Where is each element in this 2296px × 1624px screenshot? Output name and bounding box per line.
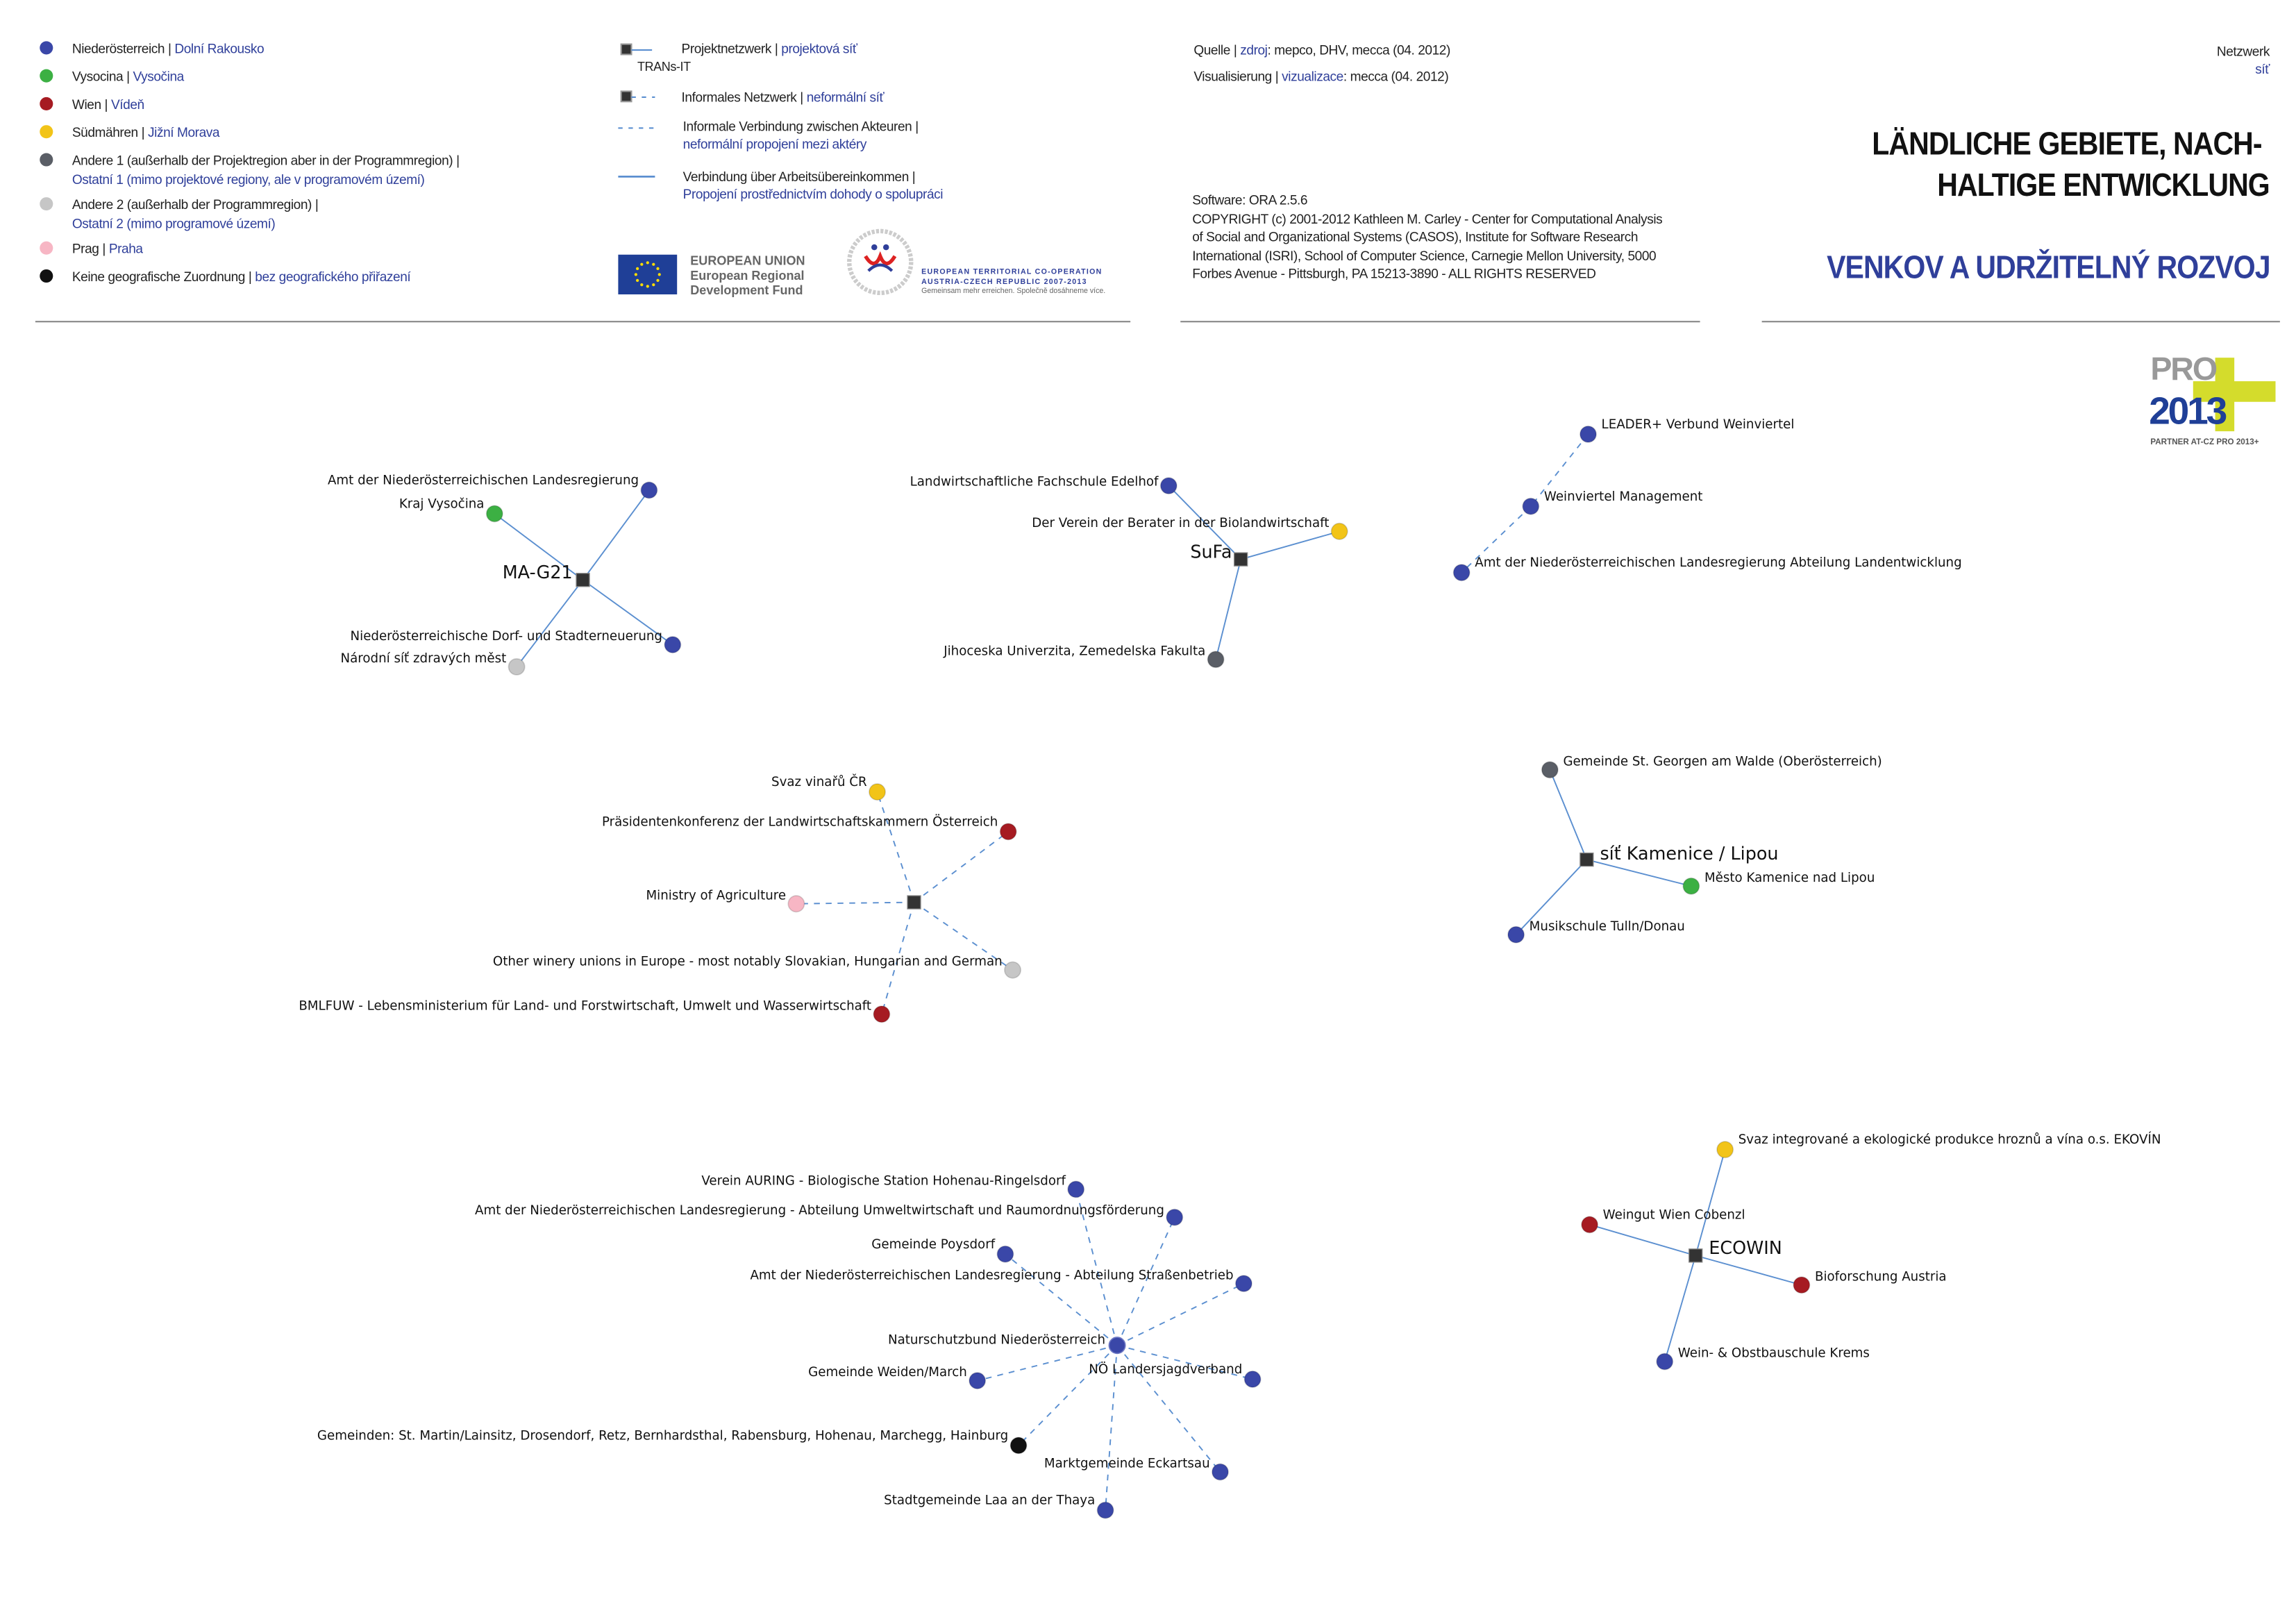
actor-node-label: Svaz vinařů ČR bbox=[771, 775, 867, 790]
section-label-cz: síť bbox=[2255, 62, 2270, 77]
actor-node bbox=[997, 1246, 1013, 1262]
actor-node-label: Landwirtschaftliche Fachschule Edelhof bbox=[910, 474, 1159, 489]
page-title-de-line2: HALTIGE ENTWICKLUNG bbox=[1937, 166, 2270, 203]
region-name-cz: Vysočina bbox=[133, 69, 184, 84]
source-credit: Quelle | zdroj: mepco, DHV, mecca (04. 2012) bbox=[1193, 42, 1450, 58]
network-edge bbox=[517, 580, 583, 667]
network-edge bbox=[878, 792, 914, 903]
software-version: Software: ORA 2.5.6 bbox=[1192, 192, 1308, 208]
actor-node-label: Präsidentenkonferenz der Landwirtschaftskammern Österreich bbox=[601, 814, 998, 830]
actor-node-label: Amt der Niederösterreichischen Landesregierung Abteilung Landentwicklung bbox=[1475, 555, 1962, 571]
hub-label: síť Kamenice / Lipou bbox=[1600, 843, 1779, 864]
actor-node bbox=[664, 637, 680, 653]
actor-node-label: Der Verein der Berater in der Biolandwirtschaft bbox=[1032, 515, 1330, 530]
actor-node bbox=[1207, 651, 1223, 667]
region-legend-item: Vysocina | Vysočina bbox=[72, 69, 184, 84]
network-edge bbox=[583, 490, 649, 580]
actor-node bbox=[1244, 1371, 1260, 1387]
pro-logo-text: PRO bbox=[2150, 350, 2217, 387]
network-edge bbox=[1216, 560, 1241, 660]
actor-node bbox=[1109, 1337, 1125, 1353]
actor-node bbox=[1508, 927, 1524, 943]
region-legend-item: Andere 2 (außerhalb der Programmregion) | Ostatní 2 (mimo programové území) bbox=[72, 197, 319, 231]
copyright-line: COPYRIGHT (c) 2001-2012 Kathleen M. Carley - Center for Computational Analysis bbox=[1192, 211, 1663, 226]
network-cluster bbox=[910, 475, 1348, 668]
actor-node bbox=[1010, 1437, 1026, 1453]
network-edge bbox=[914, 832, 1009, 903]
network-cluster bbox=[299, 774, 1021, 1022]
network-cluster bbox=[1582, 1132, 2161, 1369]
hub-node bbox=[576, 574, 589, 587]
actor-node bbox=[1683, 878, 1699, 894]
actor-node bbox=[869, 784, 885, 800]
actor-node-label: Weinviertel Management bbox=[1543, 489, 1703, 504]
region-name-de: Vysocina bbox=[72, 69, 124, 84]
eu-logo-line: EUROPEAN UNION bbox=[690, 253, 805, 268]
region-legend-item: Prag | Praha bbox=[72, 241, 143, 256]
etc-logo-tagline: Gemeinsam mehr erreichen. Společně dosáhneme více. bbox=[921, 287, 1106, 296]
actor-node-label: Musikschule Tulln/Donau bbox=[1529, 919, 1685, 934]
actor-node bbox=[1580, 426, 1596, 442]
actor-node-label: Other winery unions in Europe - most notably Slovakian, Hungarian and German bbox=[492, 954, 1003, 969]
network-edge bbox=[1241, 531, 1339, 559]
actor-node bbox=[1000, 823, 1016, 839]
network-edge bbox=[1695, 1255, 1802, 1284]
section-label-de: Netzwerk bbox=[2216, 44, 2270, 59]
actor-node bbox=[1657, 1353, 1673, 1369]
etc-logo-line: AUSTRIA-CZECH REPUBLIC 2007-2013 bbox=[921, 277, 1087, 287]
actor-node-label: Amt der Niederösterreichischen Landesregierung bbox=[327, 473, 639, 488]
actor-node bbox=[873, 1006, 889, 1022]
actor-node-label: Naturschutzbund Niederösterreich bbox=[887, 1332, 1106, 1348]
actor-node-label: Weingut Wien Cobenzl bbox=[1602, 1207, 1745, 1223]
region-name-cz: Ostatní 1 (mimo projektové regiony, ale v programovém území) bbox=[72, 172, 425, 187]
region-name-cz: Praha bbox=[108, 241, 143, 256]
actor-node bbox=[1454, 564, 1470, 580]
network-cluster bbox=[1508, 754, 1882, 942]
actor-node-label: Marktgemeinde Eckartsau bbox=[1044, 1456, 1210, 1471]
actor-node bbox=[1097, 1502, 1113, 1518]
copyright-line: Forbes Avenue - Pittsburgh, PA 15213-3890 - ALL RIGHTS RESERVED bbox=[1192, 267, 1596, 282]
actor-node bbox=[487, 505, 503, 521]
actor-node bbox=[1793, 1277, 1809, 1293]
actor-node-label: Verein AURING - Biologische Station Hohenau-Ringelsdorf bbox=[701, 1173, 1066, 1189]
legend-project-network: Projektnetzwerk | projektová síť bbox=[681, 41, 857, 56]
network-edge bbox=[1590, 1225, 1696, 1256]
actor-node-label: Gemeinde Poysdorf bbox=[871, 1237, 996, 1252]
region-legend-item: Wien | Vídeň bbox=[72, 97, 144, 112]
actor-node-label: Město Kamenice nad Lipou bbox=[1704, 870, 1875, 885]
legend-project-network-sample: TRANs-IT bbox=[637, 58, 691, 74]
region-name-cz: Dolní Rakousko bbox=[174, 41, 265, 56]
actor-node bbox=[1068, 1181, 1084, 1197]
hub-label: ECOWIN bbox=[1709, 1237, 1782, 1259]
network-edge bbox=[1117, 1284, 1243, 1346]
region-name-cz: Vídeň bbox=[110, 97, 144, 112]
visualisation-credit: Visualisierung | vizualizace: mecca (04. 2012) bbox=[1193, 69, 1449, 84]
legend-informal-network: Informales Netzwerk | neformální síť bbox=[681, 90, 885, 105]
actor-node bbox=[969, 1373, 985, 1389]
actor-node bbox=[508, 659, 524, 675]
region-name-cz: Ostatní 2 (mimo programové území) bbox=[72, 216, 276, 231]
actor-node-label: Wein- & Obstbauschule Krems bbox=[1677, 1346, 1870, 1361]
hub-node bbox=[1234, 553, 1248, 566]
actor-node-label: Gemeinde St. Georgen am Walde (Oberösterreich) bbox=[1563, 754, 1882, 769]
etc-logo-line: EUROPEAN TERRITORIAL CO-OPERATION bbox=[921, 267, 1103, 277]
region-legend-item: Niederösterreich | Dolní Rakousko bbox=[72, 41, 265, 56]
network-edge bbox=[1019, 1346, 1117, 1446]
region-name-de: Niederösterreich bbox=[72, 41, 165, 56]
actor-node-label: Bioforschung Austria bbox=[1814, 1269, 1947, 1284]
actor-node bbox=[1582, 1216, 1598, 1232]
actor-node bbox=[641, 482, 657, 498]
region-name-de: Südmähren bbox=[72, 125, 138, 140]
actor-node-label: Amt der Niederösterreichischen Landesregierung - Abteilung Umweltwirtschaft und Raumordnungsförderung bbox=[475, 1203, 1164, 1218]
actor-node bbox=[1523, 499, 1539, 514]
pro-logo-subtitle: PARTNER AT-CZ PRO 2013+ bbox=[2150, 438, 2259, 448]
network-cluster bbox=[317, 1174, 1261, 1518]
network-edge bbox=[1550, 770, 1586, 860]
actor-node bbox=[1005, 962, 1021, 978]
network-cluster bbox=[328, 473, 681, 675]
actor-node-label: Gemeinde Weiden/March bbox=[808, 1365, 967, 1380]
network-cluster bbox=[1454, 417, 1962, 580]
page-title-cz: VENKOV A UDRŽITELNÝ ROZVOJ bbox=[1826, 249, 2270, 286]
region-name-de: Prag bbox=[72, 241, 99, 256]
actor-node bbox=[1717, 1141, 1733, 1157]
actor-node-label: NÖ Landersjagdverband bbox=[1089, 1362, 1243, 1377]
actor-node-label: Kraj Vysočina bbox=[399, 496, 485, 512]
eu-logo-line: European Regional bbox=[690, 267, 805, 283]
actor-node-label: Gemeinden: St. Martin/Lainsitz, Drosendorf, Retz, Bernhardsthal, Rabensburg, Hohenau, Marchegg, Hainburg bbox=[317, 1428, 1009, 1443]
actor-node-label: Stadtgemeinde Laa an der Thaya bbox=[884, 1493, 1096, 1508]
actor-node bbox=[788, 896, 804, 912]
hub-node bbox=[1689, 1249, 1702, 1262]
legend-agreement-link: Verbindung über Arbeitsübereinkommen | Propojení prostřednictvím dohody o spolupráci bbox=[682, 169, 944, 202]
hub-label: SuFa bbox=[1190, 541, 1232, 562]
region-name-de: Wien bbox=[72, 97, 101, 112]
region-legend-item: Keine geografische Zuordnung | bez geografického přiřazení bbox=[72, 269, 411, 285]
region-name-de: Andere 2 (außerhalb der Programmregion) bbox=[72, 197, 312, 212]
copyright-line: International (ISRI), School of Computer Science, Carnegie Mellon University, 5000 bbox=[1192, 248, 1657, 264]
network-edge bbox=[796, 903, 914, 904]
region-name-de: Andere 1 (außerhalb der Projektregion aber in der Programmregion) bbox=[72, 153, 453, 168]
region-name-de: Keine geografische Zuordnung bbox=[72, 269, 245, 285]
actor-node-label: Niederösterreichische Dorf- und Stadterneuerung bbox=[350, 629, 662, 644]
hub-label: MA-G21 bbox=[502, 562, 573, 583]
actor-node bbox=[1236, 1275, 1252, 1291]
page-title-de-line1: LÄNDLICHE GEBIETE, NACH- bbox=[1872, 125, 2262, 162]
hub-node bbox=[907, 896, 921, 909]
region-name-cz: Jižní Morava bbox=[148, 125, 220, 140]
actor-node-label: BMLFUW - Lebensministerium für Land- und Forstwirtschaft, Umwelt und Wasserwirtschaft bbox=[299, 998, 872, 1014]
actor-node bbox=[1542, 762, 1558, 778]
copyright-line: of Social and Organizational Systems (CASOS), Institute for Software Research bbox=[1192, 230, 1639, 245]
actor-node-label: Ministry of Agriculture bbox=[646, 888, 787, 903]
actor-node-label: Svaz integrované a ekologické produkce hroznů a vína o.s. EKOVÍN bbox=[1738, 1132, 2161, 1148]
actor-node-label: LEADER+ Verbund Weinviertel bbox=[1601, 417, 1795, 432]
actor-node-label: Jihoceska Univerzita, Zemedelska Fakulta bbox=[944, 644, 1206, 659]
actor-node bbox=[1332, 524, 1348, 539]
actor-node-label: Národní síť zdravých měst bbox=[340, 651, 507, 666]
legend-informal-link: Informale Verbindung zwischen Akteuren | neformální propojení mezi aktéry bbox=[682, 119, 919, 152]
actor-node bbox=[1161, 478, 1177, 494]
eu-logo-line: Development Fund bbox=[690, 283, 803, 298]
actor-node-label: Amt der Niederösterreichischen Landesregierung - Abteilung Straßenbetrieb bbox=[750, 1268, 1234, 1283]
actor-node bbox=[1212, 1464, 1228, 1480]
region-name-cz: bez geografického přiřazení bbox=[255, 269, 411, 285]
pro-logo-year: 2013 bbox=[2149, 388, 2226, 433]
hub-node bbox=[1580, 853, 1593, 867]
region-legend-item: Andere 1 (außerhalb der Projektregion aber in der Programmregion) | Ostatní 1 (mimo projektové regiony, ale v programovém území) bbox=[72, 153, 460, 187]
actor-node bbox=[1166, 1209, 1182, 1225]
region-legend-item: Südmähren | Jižní Morava bbox=[72, 125, 220, 140]
